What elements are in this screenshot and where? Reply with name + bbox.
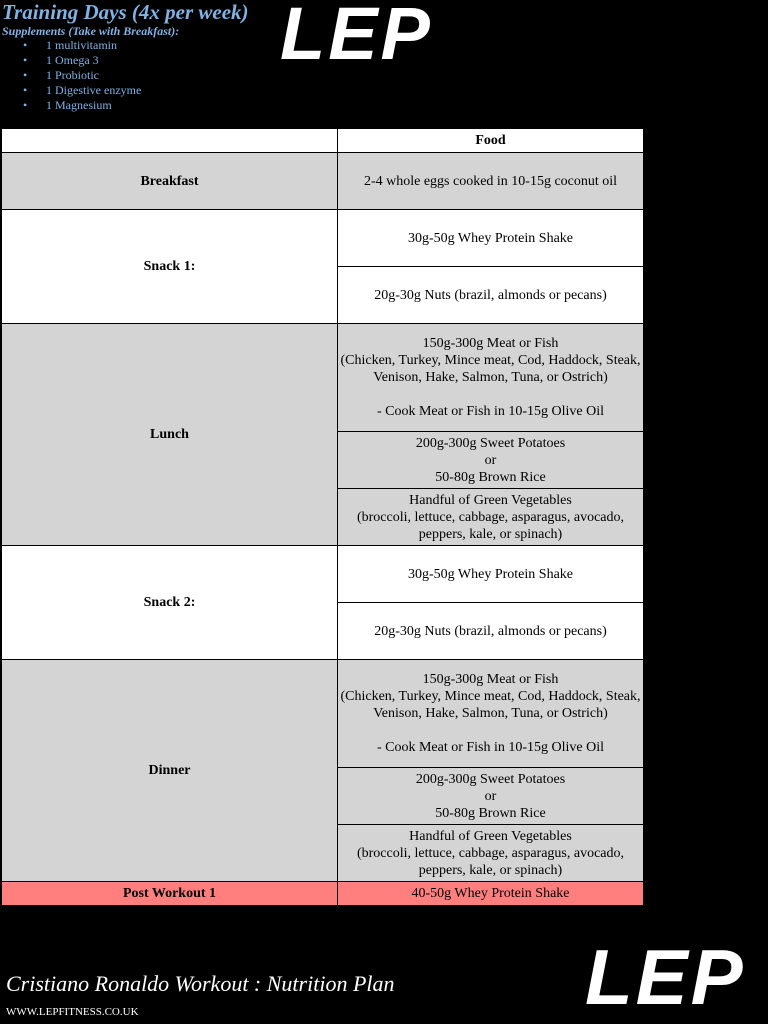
table-row	[2, 153, 644, 210]
food-cell	[338, 825, 644, 882]
food-line: (broccoli, lettuce, cabbage, asparagus, avocado, peppers, kale, or spinach)	[356, 509, 625, 542]
food-column-header: Food	[338, 129, 644, 153]
food-line: - Cook Meat or Fish in 10-15g Olive Oil	[376, 740, 605, 755]
supplements-list	[0, 38, 141, 113]
lep-logo: LEP	[280, 0, 433, 75]
food-line: Handful of Green Vegetables	[409, 828, 572, 844]
meal-snack-2: Snack 2:	[2, 546, 338, 660]
bullet-icon: •	[23, 38, 28, 52]
food-cell	[338, 660, 644, 768]
table-row	[2, 882, 644, 906]
food-cell	[338, 768, 644, 825]
table-row	[2, 210, 644, 267]
food-line: 200g-300g Sweet Potatoes	[415, 771, 566, 787]
supplement-item: • 1 Omega 3	[23, 53, 99, 67]
food-line: (Chicken, Turkey, Mince meat, Cod, Haddock, Steak, Venison, Hake, Salmon, Tuna, or Ostrich)	[340, 353, 641, 385]
food-line: (Chicken, Turkey, Mince meat, Cod, Haddock, Steak, Venison, Hake, Salmon, Tuna, or Ostrich)	[340, 689, 641, 721]
food-cell	[338, 432, 644, 489]
food-cell: 30g-50g Whey Protein Shake	[338, 210, 644, 267]
meal-column-header	[2, 129, 338, 153]
food-line: or	[484, 788, 497, 804]
food-cell: 20g-30g Nuts (brazil, almonds or pecans)	[338, 603, 644, 660]
food-cell	[338, 324, 644, 432]
supplement-item: • 1 Magnesium	[23, 98, 112, 112]
meal-lunch: Lunch	[2, 324, 338, 546]
food-line: 50-80g Brown Rice	[435, 469, 546, 485]
food-line: 50-80g Brown Rice	[435, 805, 546, 821]
food-line: (broccoli, lettuce, cabbage, asparagus, avocado, peppers, kale, or spinach)	[356, 845, 625, 878]
meal-dinner: Dinner	[2, 660, 338, 882]
bullet-icon: •	[23, 98, 28, 112]
meal-post-workout: Post Workout 1	[2, 882, 338, 906]
footer-title: Cristiano Ronaldo Workout : Nutrition Plan	[6, 971, 395, 996]
table-row	[2, 324, 644, 432]
food-line: Handful of Green Vegetables	[409, 492, 572, 508]
food-line: - Cook Meat or Fish in 10-15g Olive Oil	[376, 404, 605, 419]
meal-breakfast: Breakfast	[2, 153, 338, 210]
bullet-icon: •	[23, 53, 28, 67]
table-header-row	[2, 129, 644, 153]
food-line: or	[484, 452, 497, 468]
lep-logo-footer: LEP	[585, 933, 746, 1021]
food-cell: 2-4 whole eggs cooked in 10-15g coconut oil	[338, 153, 644, 210]
food-line: 150g-300g Meat or Fish	[422, 336, 559, 351]
footer-url: WWW.LEPFITNESS.CO.UK	[6, 1006, 139, 1018]
food-cell	[338, 489, 644, 546]
supplement-item: • 1 Probiotic	[23, 68, 99, 82]
food-cell: 30g-50g Whey Protein Shake	[338, 546, 644, 603]
table-row	[2, 546, 644, 603]
table-row	[2, 660, 644, 768]
supplement-item: • 1 Digestive enzyme	[23, 83, 142, 97]
page-title: Training Days (4x per week)	[2, 0, 249, 24]
food-cell: 20g-30g Nuts (brazil, almonds or pecans)	[338, 267, 644, 324]
bullet-icon: •	[23, 68, 28, 82]
bullet-icon: •	[23, 83, 28, 97]
food-line: 150g-300g Meat or Fish	[422, 672, 559, 687]
supplement-item: • 1 multivitamin	[23, 38, 117, 52]
nutrition-table	[1, 128, 644, 906]
food-line: 200g-300g Sweet Potatoes	[415, 435, 566, 451]
meal-snack-1: Snack 1:	[2, 210, 338, 324]
supplements-heading: Supplements (Take with Breakfast):	[2, 24, 180, 38]
food-cell: 40-50g Whey Protein Shake	[338, 882, 644, 906]
